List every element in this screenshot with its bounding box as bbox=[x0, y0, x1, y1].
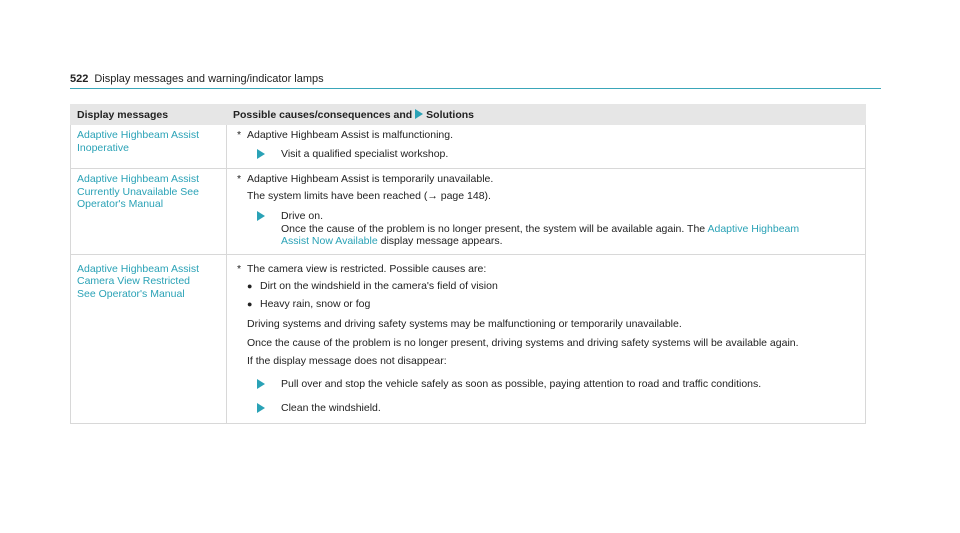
action-item bbox=[247, 210, 859, 248]
page-header bbox=[70, 72, 880, 88]
asterisk-icon: * bbox=[237, 262, 242, 275]
arrow-right-icon bbox=[415, 109, 423, 119]
solution-cell bbox=[227, 125, 866, 169]
action-text: Pull over and stop the vehicle safely as soon as possible, paying attention to road and traffic conditions. bbox=[281, 377, 762, 390]
list-item-text: Heavy rain, snow or fog bbox=[260, 297, 371, 310]
column-header-causes-text: Possible causes/consequences and bbox=[233, 108, 413, 121]
display-message-reference-cont: Assist Now Available bbox=[281, 235, 378, 247]
action-text: Visit a qualified specialist workshop. bbox=[281, 147, 449, 160]
message-line: Inoperative bbox=[77, 141, 129, 154]
action-item bbox=[247, 378, 859, 393]
message-line: Currently Unavailable See bbox=[77, 185, 199, 198]
solution-cell bbox=[227, 254, 866, 423]
consequence-text: Once the cause of the problem is no longer present, driving systems and driving safety systems will be available again. bbox=[247, 336, 799, 349]
cause-detail: The system limits have been reached (→ page 148). bbox=[247, 189, 491, 202]
list-item-text: Dirt on the windshield in the camera's field of vision bbox=[260, 280, 498, 292]
table-row bbox=[71, 254, 866, 423]
header-divider bbox=[70, 88, 881, 89]
display-message-cell bbox=[71, 169, 227, 255]
asterisk-icon: * bbox=[237, 173, 242, 185]
message-line: Adaptive Highbeam Assist bbox=[77, 129, 199, 141]
page-header-title: Display messages and warning/indicator lamps bbox=[94, 73, 324, 85]
action-description-tail: display message appears. bbox=[380, 235, 503, 247]
bullet-icon: ● bbox=[247, 298, 253, 309]
cause-text: Adaptive Highbeam Assist is temporarily unavailable. bbox=[247, 173, 494, 185]
column-header-solutions-text: Solutions bbox=[426, 108, 475, 121]
action-description-text: Once the cause of the problem is no longer present, the system will be available again. The bbox=[281, 222, 706, 235]
action-item bbox=[247, 148, 859, 163]
arrow-right-icon bbox=[247, 210, 281, 248]
cause-item bbox=[235, 263, 859, 276]
arrow-right-icon bbox=[247, 148, 281, 163]
message-line: Camera View Restricted bbox=[77, 275, 191, 287]
message-line: Adaptive Highbeam Assist bbox=[77, 173, 199, 185]
cause-item bbox=[235, 173, 859, 186]
cause-item bbox=[235, 129, 859, 142]
message-line: Adaptive Highbeam Assist bbox=[77, 262, 199, 275]
display-message-cell bbox=[71, 125, 227, 169]
consequence-text: Driving systems and driving safety systems may be malfunctioning or temporarily unavailable. bbox=[247, 318, 682, 330]
column-header-messages: Display messages bbox=[71, 105, 227, 125]
bullet-icon: ● bbox=[247, 281, 253, 291]
action-text: Clean the windshield. bbox=[281, 402, 381, 414]
table-header-row bbox=[71, 105, 866, 125]
list-item bbox=[247, 298, 859, 311]
instruction-text: If the display message does not disappear: bbox=[247, 355, 447, 367]
list-item bbox=[247, 280, 859, 293]
action-description bbox=[281, 223, 799, 248]
display-message-cell bbox=[71, 254, 227, 423]
column-header-causes bbox=[227, 105, 866, 125]
asterisk-icon: * bbox=[237, 129, 242, 141]
arrow-right-icon bbox=[247, 402, 281, 417]
message-line: See Operator's Manual bbox=[77, 287, 185, 300]
action-title: Drive on. bbox=[281, 210, 324, 222]
action-body bbox=[281, 210, 799, 248]
action-item bbox=[247, 402, 859, 417]
arrow-right-icon bbox=[247, 378, 281, 393]
page-number: 522 bbox=[70, 73, 89, 85]
display-message-reference: Adaptive Highbeam bbox=[707, 222, 800, 235]
table-row bbox=[71, 169, 866, 255]
display-messages-table bbox=[70, 104, 866, 424]
cause-text: The camera view is restricted. Possible causes are: bbox=[247, 262, 487, 275]
message-line: Operator's Manual bbox=[77, 198, 164, 210]
solution-cell bbox=[227, 169, 866, 255]
table-row bbox=[71, 125, 866, 169]
cause-text: Adaptive Highbeam Assist is malfunctioning. bbox=[247, 129, 454, 141]
